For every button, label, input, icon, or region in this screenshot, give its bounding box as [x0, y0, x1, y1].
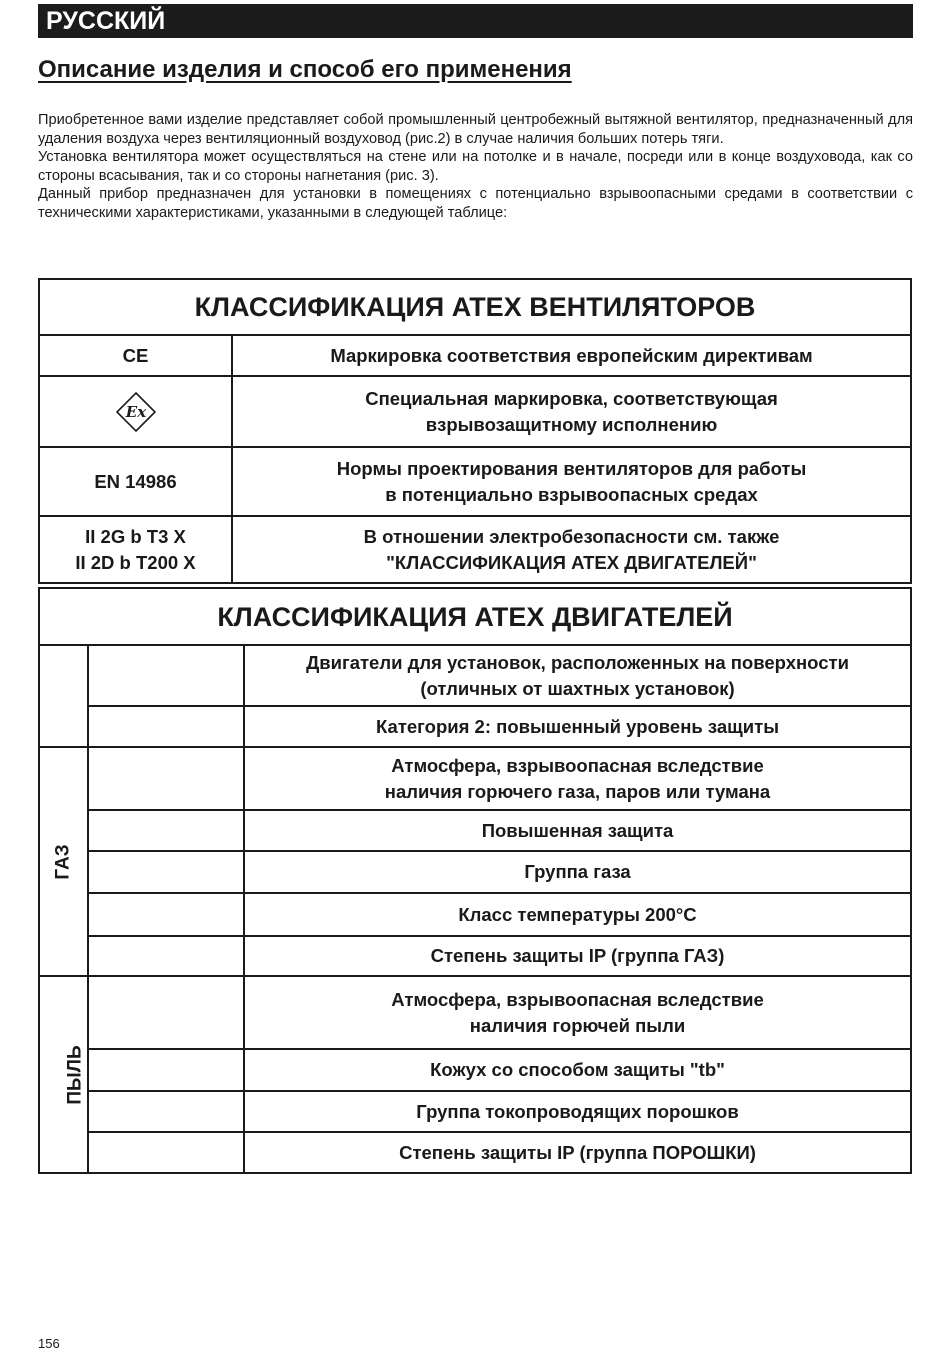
svg-text:Ex: Ex: [125, 402, 146, 421]
group-label-empty: [39, 645, 88, 747]
marking-description: Класс температуры 200°C: [244, 893, 911, 936]
marking-cell: [88, 747, 244, 810]
marking-description: Степень защиты IP (группа ГАЗ): [244, 936, 911, 976]
section-title: Описание изделия и способ его применения: [38, 56, 572, 83]
marking-cell: [88, 936, 244, 976]
description-line: (отличных от шахтных установок): [420, 677, 735, 699]
marking-code: EN 14986: [39, 447, 232, 516]
marking-description: Группа токопроводящих порошков: [244, 1091, 911, 1132]
description-line: Атмосфера, взрывоопасная вследствие: [391, 754, 764, 776]
marking-cell: [88, 1049, 244, 1091]
marking-description: [232, 376, 911, 447]
marking-description: Категория 2: повышенный уровень защиты: [244, 706, 911, 747]
description-line: Атмосфера, взрывоопасная вследствие: [391, 988, 764, 1010]
intro-paragraph: Данный прибор предназначен для установки в помещениях с потенциально взрывоопасными средами в соответствии с техническими характеристиками, указанными в следующей таблице:: [38, 186, 913, 221]
table-row: [39, 645, 911, 706]
table-row: [39, 936, 911, 976]
dust-group-label: [39, 976, 88, 1173]
marking-description: [232, 516, 911, 583]
description-line: Нормы проектирования вентиляторов для работы: [336, 457, 807, 479]
table-row: [39, 516, 911, 583]
page-number: 156: [38, 1336, 60, 1351]
marking-description: [244, 645, 911, 706]
table-row: [39, 447, 911, 516]
fan-table-title: КЛАССИФИКАЦИЯ ATEX ВЕНТИЛЯТОРОВ: [39, 279, 911, 335]
marking-description: Повышенная защита: [244, 810, 911, 851]
marking-cell: [88, 1091, 244, 1132]
description-line: взрывозащитному исполнению: [425, 413, 718, 435]
table-row: [39, 706, 911, 747]
marking-code: CE: [39, 335, 232, 376]
atex-motor-classification-table: [38, 587, 912, 1174]
ex-explosion-proof-icon: [115, 391, 157, 433]
marking-description: Кожух со способом защиты "tb": [244, 1049, 911, 1091]
table-row: [39, 747, 911, 810]
language-header: РУССКИЙ: [38, 4, 913, 38]
table-row: [39, 1132, 911, 1173]
marking-code: [39, 516, 232, 583]
description-line: в потенциально взрывоопасных средах: [385, 483, 758, 505]
marking-description: [244, 747, 911, 810]
marking-cell: [88, 1132, 244, 1173]
description-line: "КЛАССИФИКАЦИЯ ATEX ДВИГАТЕЛЕЙ": [386, 551, 757, 573]
atex-fan-classification-table: [38, 278, 912, 584]
code-line: II 2G b T3 X: [85, 525, 186, 547]
table-row: [39, 851, 911, 893]
marking-description: [232, 447, 911, 516]
marking-cell: [88, 976, 244, 1049]
table-row: [39, 376, 911, 447]
marking-description: Степень защиты IP (группа ПОРОШКИ): [244, 1132, 911, 1173]
description-line: наличия горючего газа, паров или тумана: [384, 780, 771, 802]
description-line: Двигатели для установок, расположенных на поверхности: [306, 651, 849, 673]
intro-text: [38, 111, 913, 222]
table-row: [39, 810, 911, 851]
table-row: [39, 976, 911, 1049]
intro-paragraph: Установка вентилятора может осуществляться на стене или на потолке и в начале, посреди или в конце воздуховода, как со стороны всасывания, так и со стороны нагнетания (рис. 3).: [38, 149, 913, 184]
table-row: [39, 335, 911, 376]
table-row: [39, 1091, 911, 1132]
description-line: наличия горючей пыли: [469, 1014, 686, 1036]
code-line: II 2D b T200 X: [75, 551, 196, 573]
description-line: Специальная маркировка, соответствующая: [365, 387, 778, 409]
marking-cell: [88, 645, 244, 706]
marking-cell: [88, 851, 244, 893]
marking-description: [244, 976, 911, 1049]
gas-group-label: [39, 747, 88, 976]
marking-description: Маркировка соответствия европейским директивам: [232, 335, 911, 376]
marking-cell: [88, 706, 244, 747]
table-row: [39, 1049, 911, 1091]
motor-table-title: КЛАССИФИКАЦИЯ ATEX ДВИГАТЕЛЕЙ: [39, 588, 911, 645]
description-line: В отношении электробезопасности см. также: [363, 525, 780, 547]
marking-cell: [88, 810, 244, 851]
table-row: [39, 893, 911, 936]
ex-cell: [39, 376, 232, 447]
dust-label: ПЫЛЬ: [64, 1045, 86, 1105]
intro-paragraph: Приобретенное вами изделие представляет собой промышленный центробежный вытяжной вентилятор, предназначенный для удаления воздуха через вентиляционный воздуховод (рис.2) в случае наличия больших потерь тяги.: [38, 112, 913, 147]
gas-label: ГАЗ: [52, 844, 74, 880]
marking-description: Группа газа: [244, 851, 911, 893]
marking-cell: [88, 893, 244, 936]
